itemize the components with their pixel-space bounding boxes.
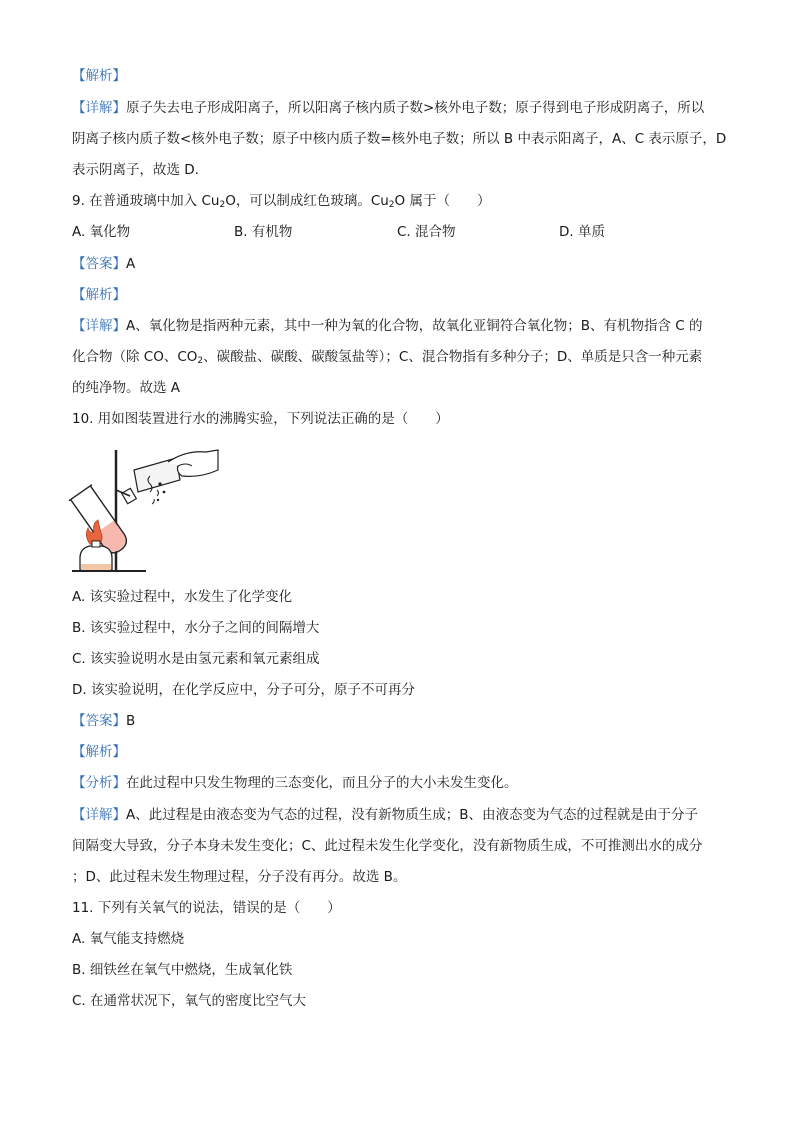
analyze-heading: 【分析】 xyxy=(72,775,126,791)
question-10-option-c: C. 该实验说明水是由氢元素和氧元素组成 xyxy=(72,651,320,667)
detail-paragraph-line: 的纯净物。故选 A xyxy=(72,380,181,396)
boiling-apparatus-figure xyxy=(68,440,228,576)
detail-paragraph-line: 表示阴离子，故选 D. xyxy=(72,162,199,178)
question-10-option-b: B. 该实验过程中，水分子之间的间隔增大 xyxy=(72,620,320,636)
answer-value: A xyxy=(126,256,136,272)
question-9-option-b: B. 有机物 xyxy=(234,224,293,240)
analysis-heading: 【解析】 xyxy=(72,744,126,760)
question-11-stem: 11. 下列有关氧气的说法，错误的是（ ） xyxy=(72,900,341,916)
detail-paragraph-line xyxy=(72,98,732,118)
analysis-heading: 【解析】 xyxy=(72,287,126,303)
detail-paragraph-line: ；D、此过程未发生物理过程，分子没有再分。故选 B。 xyxy=(72,869,407,885)
detail-heading: 【详解】 xyxy=(72,100,126,116)
detail-paragraph-line: 【详解】A、氧化物是指两种元素，其中一种为氧的化合物，故氧化亚铜符合氧化物；B、有机物指含 C 的 xyxy=(72,318,703,334)
detail-heading: 【详解】 xyxy=(72,807,126,823)
detail-paragraph-line: 间隔变大导致，分子本身未发生变化；C、此过程未发生化学变化，没有新物质生成，不可推测出水的成分 xyxy=(72,838,703,854)
analyze-paragraph-line: 【分析】在此过程中只发生物理的三态变化，而且分子的大小未发生变化。 xyxy=(72,775,518,791)
question-11-option-b: B. 细铁丝在氧气中燃烧，生成氧化铁 xyxy=(72,962,293,978)
question-9-option-d: D. 单质 xyxy=(559,224,605,240)
question-10-option-d: D. 该实验说明，在化学反应中，分子可分，原子不可再分 xyxy=(72,682,415,698)
question-10-stem: 10. 用如图装置进行水的沸腾实验，下列说法正确的是（ ） xyxy=(72,411,449,427)
detail-paragraph-line: 【详解】A、此过程是由液态变为气态的过程，没有新物质生成；B、由液态变为气态的过程就是由于分子 xyxy=(72,807,698,823)
detail-paragraph-line: 化合物（除 CO、$CO_2$、碳酸盐、碳酸、碳酸氢盐等）；C、混合物指有多种分子；D、单质是只含一种元素 xyxy=(72,349,703,366)
answer-heading: 【答案】 xyxy=(72,256,126,272)
question-9-option-c: C. 混合物 xyxy=(397,224,456,240)
question-11-option-a: A. 氧气能支持燃烧 xyxy=(72,931,185,947)
analysis-heading: 【解析】 xyxy=(72,68,126,84)
question-10-answer xyxy=(72,711,732,731)
answer-value: B xyxy=(126,713,136,729)
detail-heading: 【详解】 xyxy=(72,318,126,334)
question-11-option-c: C. 在通常状况下，氧气的密度比空气大 xyxy=(72,993,307,1009)
question-9-option-a: A. 氧化物 xyxy=(72,224,131,240)
question-9-stem: 9. 在普通玻璃中加入 $Cu_2O$，可以制成红色玻璃。$Cu_2O$ 属于（ ） xyxy=(72,193,491,210)
question-10-option-a: A. 该实验过程中，水发生了化学变化 xyxy=(72,589,293,605)
detail-paragraph-line: 阴离子核内质子数<核外电子数；原子中核内质子数=核外电子数；所以 B 中表示阳离子，A、C 表示原子，D xyxy=(72,131,727,147)
answer-heading: 【答案】 xyxy=(72,713,126,729)
detail-text: 原子失去电子形成阳离子，所以阳离子核内质子数>核外电子数；原子得到电子形成阴离子，所以 xyxy=(126,100,705,116)
question-9-answer xyxy=(72,254,732,274)
